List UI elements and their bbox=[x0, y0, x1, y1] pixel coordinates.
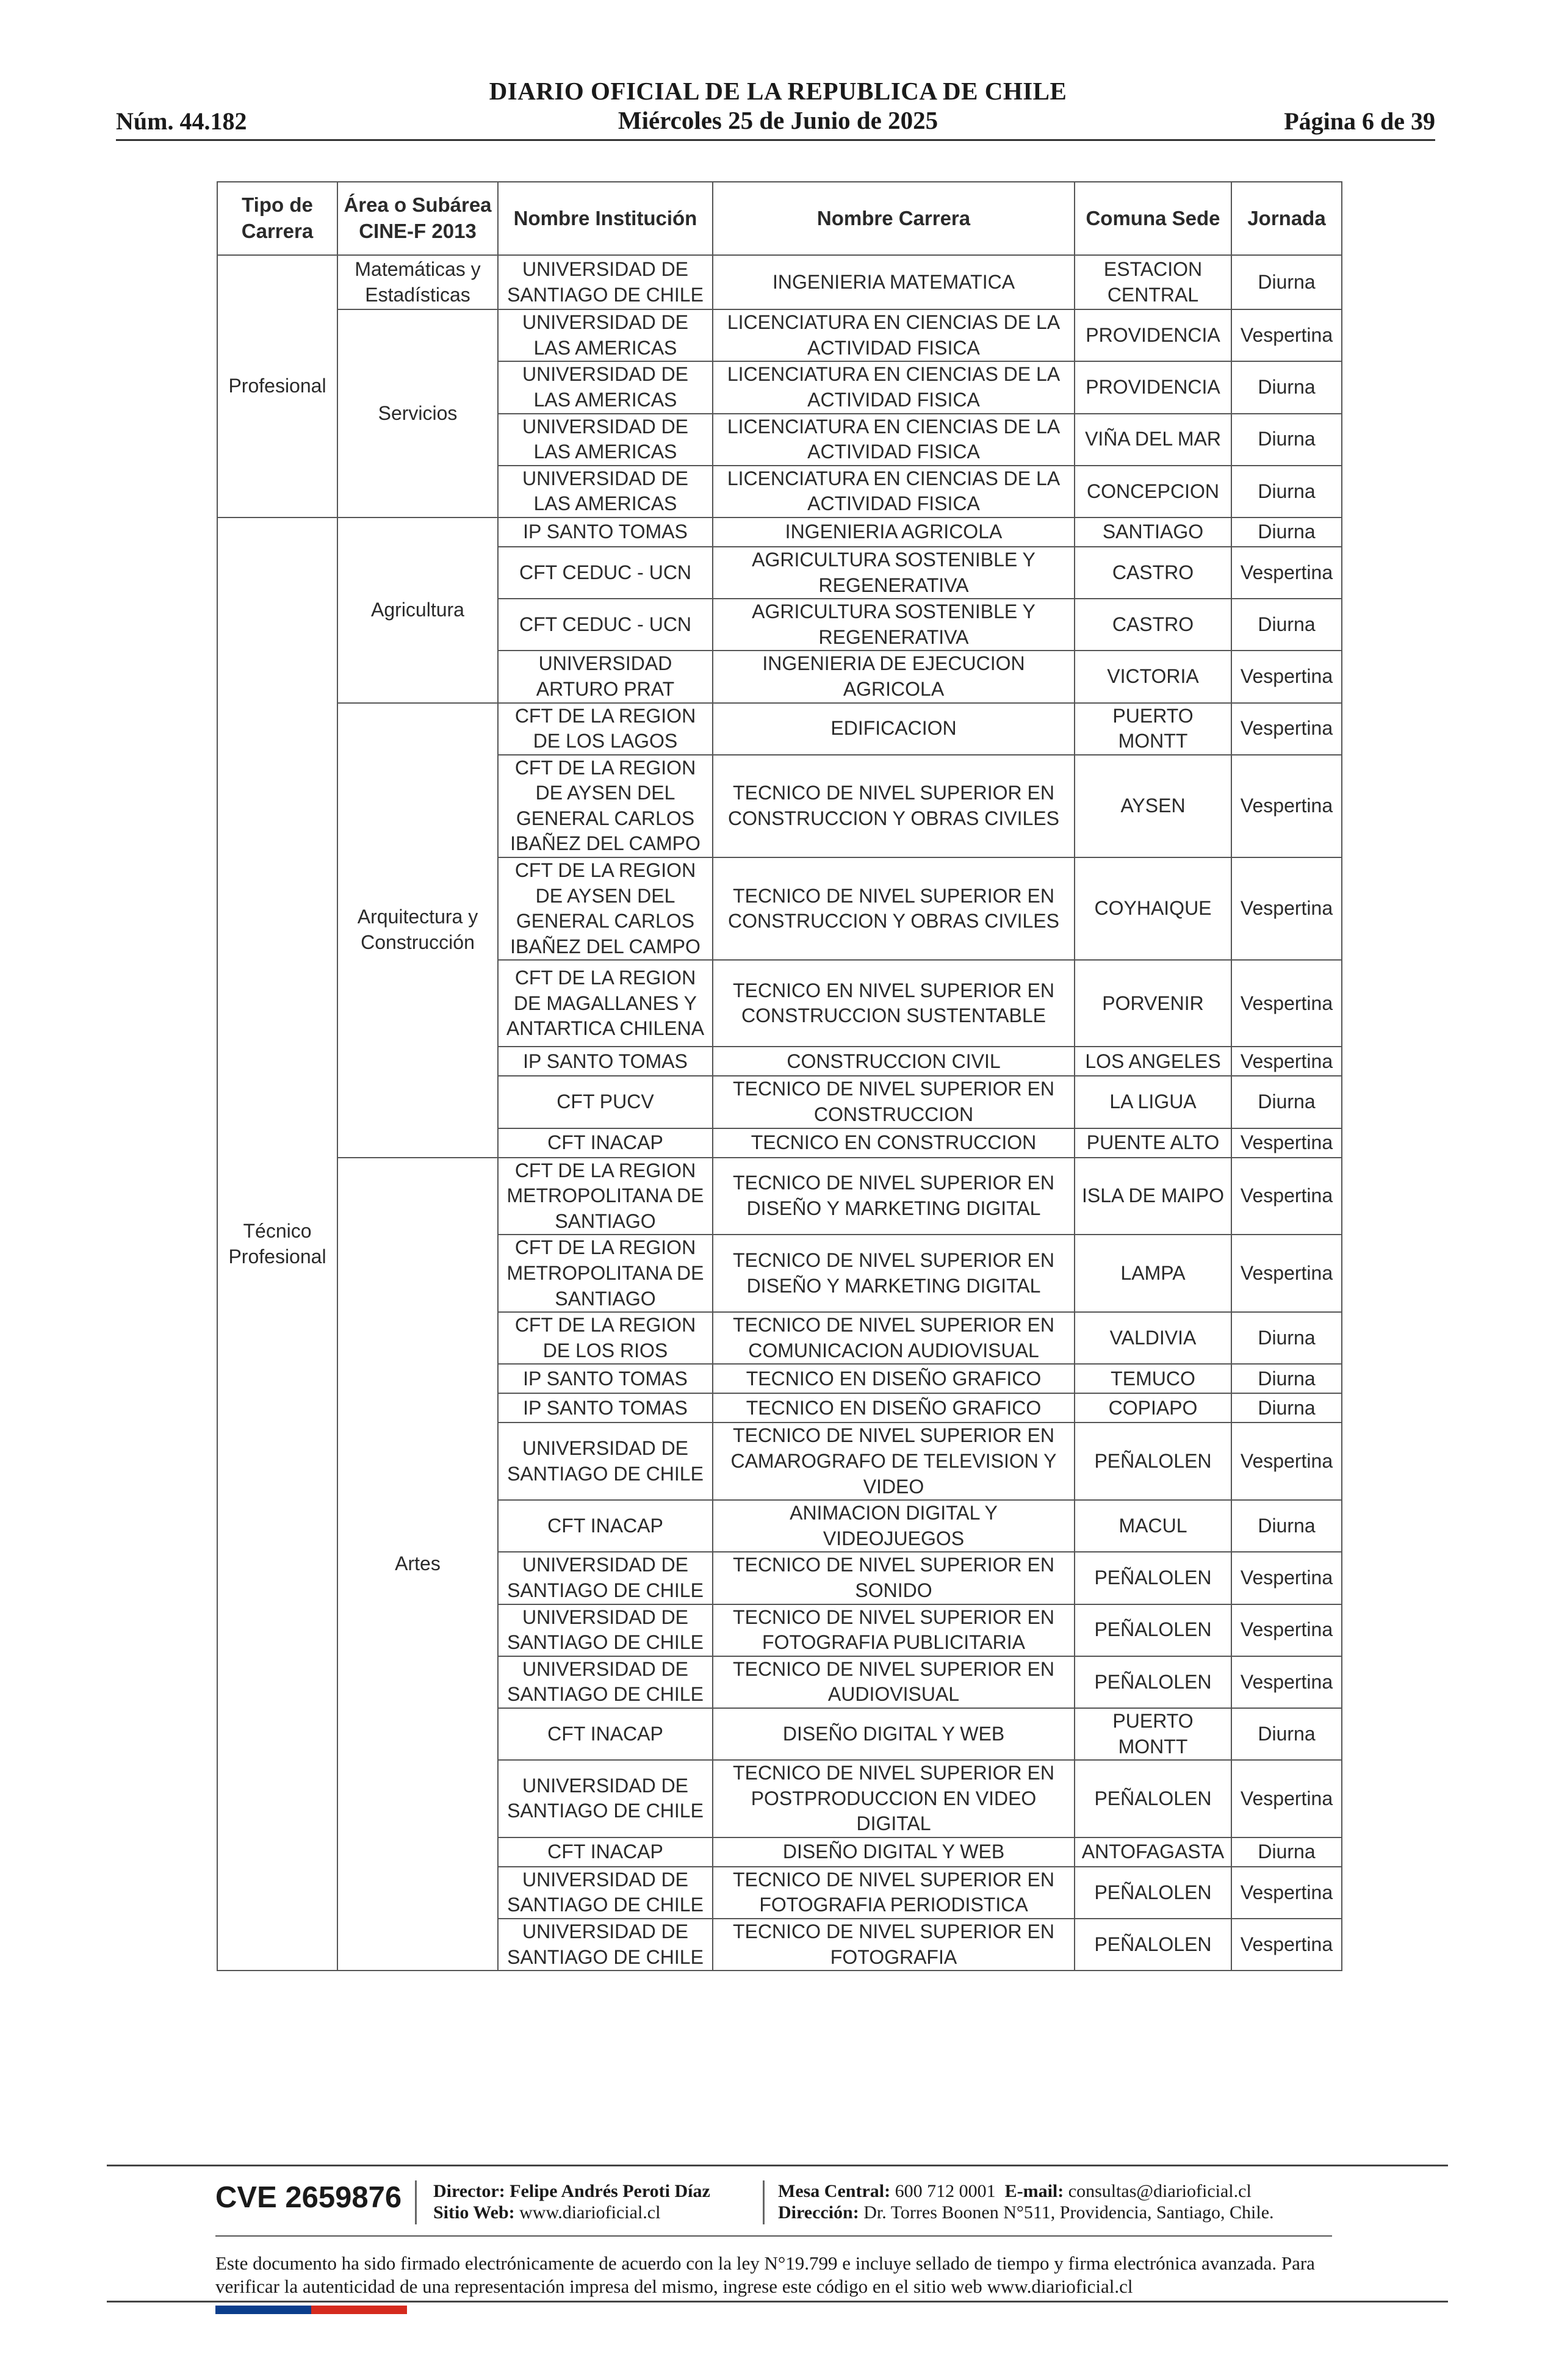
carrera-cell: CONSTRUCCION CIVIL bbox=[713, 1047, 1075, 1076]
jornada-cell: Diurna bbox=[1231, 1364, 1342, 1393]
jornada-cell: Diurna bbox=[1231, 1837, 1342, 1867]
table-row bbox=[217, 1158, 1342, 1235]
jornada-cell: Vespertina bbox=[1231, 1604, 1342, 1656]
carrera-cell: DISEÑO DIGITAL Y WEB bbox=[713, 1708, 1075, 1760]
inst-cell: UNIVERSIDAD DE SANTIAGO DE CHILE bbox=[498, 1552, 713, 1604]
table-row bbox=[217, 255, 1342, 309]
comuna-cell: LAMPA bbox=[1075, 1235, 1231, 1312]
column-header: Área o Subárea CINE-F 2013 bbox=[337, 182, 498, 255]
footer-divider-mid bbox=[215, 2235, 1332, 2237]
column-header: Nombre Institución bbox=[498, 182, 713, 255]
comuna-cell: PEÑALOLEN bbox=[1075, 1656, 1231, 1708]
tipo-carrera-cell: Profesional bbox=[217, 255, 337, 517]
comuna-cell: PROVIDENCIA bbox=[1075, 361, 1231, 413]
website-label: Sitio Web: bbox=[433, 2202, 515, 2223]
comuna-cell: ESTACION CENTRAL bbox=[1075, 255, 1231, 309]
inst-cell: CFT INACAP bbox=[498, 1708, 713, 1760]
mesa-phone: 600 712 0001 bbox=[895, 2181, 996, 2201]
comuna-cell: PEÑALOLEN bbox=[1075, 1604, 1231, 1656]
careers-table-container bbox=[217, 181, 1341, 1971]
jornada-cell: Vespertina bbox=[1231, 309, 1342, 361]
comuna-cell: PEÑALOLEN bbox=[1075, 1867, 1231, 1919]
mesa-label: Mesa Central: bbox=[778, 2181, 891, 2201]
table-row bbox=[217, 517, 1342, 547]
area-cell: Servicios bbox=[337, 309, 498, 517]
comuna-cell: COPIAPO bbox=[1075, 1393, 1231, 1423]
address-label: Dirección: bbox=[778, 2202, 859, 2223]
carrera-cell: LICENCIATURA EN CIENCIAS DE LA ACTIVIDAD FISICA bbox=[713, 414, 1075, 466]
carrera-cell: TECNICO DE NIVEL SUPERIOR EN DISEÑO Y MARKETING DIGITAL bbox=[713, 1235, 1075, 1312]
area-cell: Artes bbox=[337, 1158, 498, 1971]
tipo-carrera-cell: Técnico Profesional bbox=[217, 517, 337, 1971]
carrera-cell: TECNICO DE NIVEL SUPERIOR EN CONSTRUCCION Y OBRAS CIVILES bbox=[713, 755, 1075, 857]
flag-stripe-blue bbox=[215, 2306, 311, 2314]
carrera-cell: TECNICO DE NIVEL SUPERIOR EN COMUNICACION AUDIOVISUAL bbox=[713, 1312, 1075, 1364]
jornada-cell: Diurna bbox=[1231, 1500, 1342, 1552]
jornada-cell: Vespertina bbox=[1231, 755, 1342, 857]
comuna-cell: CASTRO bbox=[1075, 599, 1231, 651]
inst-cell: IP SANTO TOMAS bbox=[498, 1364, 713, 1393]
inst-cell: CFT DE LA REGION METROPOLITANA DE SANTIAGO bbox=[498, 1235, 713, 1312]
carrera-cell: TECNICO DE NIVEL SUPERIOR EN CAMAROGRAFO DE TELEVISION Y VIDEO bbox=[713, 1423, 1075, 1500]
footer-separator bbox=[415, 2180, 417, 2224]
carrera-cell: TECNICO DE NIVEL SUPERIOR EN DISEÑO Y MARKETING DIGITAL bbox=[713, 1158, 1075, 1235]
comuna-cell: PUENTE ALTO bbox=[1075, 1128, 1231, 1158]
comuna-cell: ISLA DE MAIPO bbox=[1075, 1158, 1231, 1235]
jornada-cell: Diurna bbox=[1231, 1076, 1342, 1128]
carrera-cell: TECNICO DE NIVEL SUPERIOR EN FOTOGRAFIA PUBLICITARIA bbox=[713, 1604, 1075, 1656]
jornada-cell: Vespertina bbox=[1231, 1760, 1342, 1837]
page-indicator: Página 6 de 39 bbox=[1284, 107, 1435, 135]
inst-cell: CFT DE LA REGION DE LOS LAGOS bbox=[498, 703, 713, 755]
comuna-cell: LA LIGUA bbox=[1075, 1076, 1231, 1128]
jornada-cell: Vespertina bbox=[1231, 1047, 1342, 1076]
website-link[interactable]: www.diarioficial.cl bbox=[519, 2202, 661, 2223]
issue-date: Miércoles 25 de Junio de 2025 bbox=[618, 106, 938, 134]
carrera-cell: LICENCIATURA EN CIENCIAS DE LA ACTIVIDAD FISICA bbox=[713, 466, 1075, 517]
area-cell: Arquitectura y Construcción bbox=[337, 703, 498, 1158]
jornada-cell: Vespertina bbox=[1231, 960, 1342, 1047]
carrera-cell: TECNICO DE NIVEL SUPERIOR EN CONSTRUCCION bbox=[713, 1076, 1075, 1128]
column-header: Nombre Carrera bbox=[713, 182, 1075, 255]
inst-cell: UNIVERSIDAD DE SANTIAGO DE CHILE bbox=[498, 1919, 713, 1971]
carrera-cell: TECNICO DE NIVEL SUPERIOR EN POSTPRODUCCION EN VIDEO DIGITAL bbox=[713, 1760, 1075, 1837]
jornada-cell: Vespertina bbox=[1231, 1158, 1342, 1235]
comuna-cell: SANTIAGO bbox=[1075, 517, 1231, 547]
comuna-cell: CASTRO bbox=[1075, 547, 1231, 599]
carrera-cell: INGENIERIA DE EJECUCION AGRICOLA bbox=[713, 651, 1075, 702]
jornada-cell: Vespertina bbox=[1231, 1867, 1342, 1919]
cve-code: CVE 2659876 bbox=[215, 2181, 402, 2214]
flag-stripe-red bbox=[311, 2306, 407, 2314]
carrera-cell: INGENIERIA MATEMATICA bbox=[713, 255, 1075, 309]
carrera-cell: TECNICO DE NIVEL SUPERIOR EN FOTOGRAFIA bbox=[713, 1919, 1075, 1971]
comuna-cell: COYHAIQUE bbox=[1075, 857, 1231, 960]
column-header: Comuna Sede bbox=[1075, 182, 1231, 255]
area-cell: Matemáticas y Estadísticas bbox=[337, 255, 498, 309]
inst-cell: UNIVERSIDAD DE SANTIAGO DE CHILE bbox=[498, 1656, 713, 1708]
inst-cell: UNIVERSIDAD DE SANTIAGO DE CHILE bbox=[498, 1760, 713, 1837]
jornada-cell: Diurna bbox=[1231, 517, 1342, 547]
carrera-cell: DISEÑO DIGITAL Y WEB bbox=[713, 1837, 1075, 1867]
carrera-cell: ANIMACION DIGITAL Y VIDEOJUEGOS bbox=[713, 1500, 1075, 1552]
footer-director-block bbox=[433, 2180, 710, 2223]
jornada-cell: Diurna bbox=[1231, 599, 1342, 651]
carrera-cell: AGRICULTURA SOSTENIBLE Y REGENERATIVA bbox=[713, 547, 1075, 599]
jornada-cell: Vespertina bbox=[1231, 857, 1342, 960]
footer-separator bbox=[763, 2180, 765, 2224]
jornada-cell: Vespertina bbox=[1231, 1552, 1342, 1604]
comuna-cell: PROVIDENCIA bbox=[1075, 309, 1231, 361]
inst-cell: UNIVERSIDAD DE LAS AMERICAS bbox=[498, 414, 713, 466]
table-row bbox=[217, 309, 1342, 361]
header-divider bbox=[116, 139, 1435, 141]
area-cell: Agricultura bbox=[337, 517, 498, 703]
inst-cell: CFT CEDUC - UCN bbox=[498, 599, 713, 651]
comuna-cell: PEÑALOLEN bbox=[1075, 1760, 1231, 1837]
director-name: Felipe Andrés Peroti Díaz bbox=[510, 2181, 710, 2201]
inst-cell: IP SANTO TOMAS bbox=[498, 1393, 713, 1423]
jornada-cell: Diurna bbox=[1231, 1312, 1342, 1364]
inst-cell: IP SANTO TOMAS bbox=[498, 1047, 713, 1076]
jornada-cell: Vespertina bbox=[1231, 703, 1342, 755]
comuna-cell: PEÑALOLEN bbox=[1075, 1423, 1231, 1500]
inst-cell: UNIVERSIDAD DE LAS AMERICAS bbox=[498, 466, 713, 517]
comuna-cell: PEÑALOLEN bbox=[1075, 1919, 1231, 1971]
carrera-cell: EDIFICACION bbox=[713, 703, 1075, 755]
table-body bbox=[217, 255, 1342, 1971]
carrera-cell: TECNICO DE NIVEL SUPERIOR EN CONSTRUCCION Y OBRAS CIVILES bbox=[713, 857, 1075, 960]
inst-cell: UNIVERSIDAD DE LAS AMERICAS bbox=[498, 361, 713, 413]
inst-cell: CFT DE LA REGION DE AYSEN DEL GENERAL CARLOS IBAÑEZ DEL CAMPO bbox=[498, 755, 713, 857]
comuna-cell: VALDIVIA bbox=[1075, 1312, 1231, 1364]
legal-notice: Este documento ha sido firmado electrónicamente de acuerdo con la ley N°19.799 e incluye sellado de tiempo y firma electrónica avanzada. Para verificar la autenticidad de una representación impresa del mismo, ingrese este código en el sitio web www.diarioficial.cl bbox=[215, 2252, 1315, 2297]
carrera-cell: TECNICO DE NIVEL SUPERIOR EN SONIDO bbox=[713, 1552, 1075, 1604]
carrera-cell: TECNICO EN DISEÑO GRAFICO bbox=[713, 1364, 1075, 1393]
footer-contact-block bbox=[778, 2180, 1274, 2223]
email-link[interactable]: consultas@diarioficial.cl bbox=[1068, 2181, 1252, 2201]
comuna-cell: PORVENIR bbox=[1075, 960, 1231, 1047]
column-header: Jornada bbox=[1231, 182, 1342, 255]
carrera-cell: LICENCIATURA EN CIENCIAS DE LA ACTIVIDAD FISICA bbox=[713, 361, 1075, 413]
comuna-cell: MACUL bbox=[1075, 1500, 1231, 1552]
footer-divider-bottom bbox=[107, 2301, 1448, 2302]
inst-cell: UNIVERSIDAD DE LAS AMERICAS bbox=[498, 309, 713, 361]
comuna-cell: ANTOFAGASTA bbox=[1075, 1837, 1231, 1867]
carrera-cell: TECNICO DE NIVEL SUPERIOR EN FOTOGRAFIA PERIODISTICA bbox=[713, 1867, 1075, 1919]
comuna-cell: VICTORIA bbox=[1075, 651, 1231, 702]
inst-cell: CFT DE LA REGION DE AYSEN DEL GENERAL CARLOS IBAÑEZ DEL CAMPO bbox=[498, 857, 713, 960]
inst-cell: UNIVERSIDAD DE SANTIAGO DE CHILE bbox=[498, 1423, 713, 1500]
jornada-cell: Diurna bbox=[1231, 361, 1342, 413]
inst-cell: UNIVERSIDAD DE SANTIAGO DE CHILE bbox=[498, 1604, 713, 1656]
carrera-cell: LICENCIATURA EN CIENCIAS DE LA ACTIVIDAD FISICA bbox=[713, 309, 1075, 361]
comuna-cell: VIÑA DEL MAR bbox=[1075, 414, 1231, 466]
jornada-cell: Vespertina bbox=[1231, 1423, 1342, 1500]
jornada-cell: Diurna bbox=[1231, 466, 1342, 517]
jornada-cell: Diurna bbox=[1231, 414, 1342, 466]
inst-cell: UNIVERSIDAD DE SANTIAGO DE CHILE bbox=[498, 255, 713, 309]
carrera-cell: INGENIERIA AGRICOLA bbox=[713, 517, 1075, 547]
jornada-cell: Vespertina bbox=[1231, 1919, 1342, 1971]
jornada-cell: Vespertina bbox=[1231, 1235, 1342, 1312]
inst-cell: CFT INACAP bbox=[498, 1500, 713, 1552]
footer-divider-top bbox=[107, 2165, 1448, 2166]
inst-cell: CFT PUCV bbox=[498, 1076, 713, 1128]
comuna-cell: PEÑALOLEN bbox=[1075, 1552, 1231, 1604]
comuna-cell: TEMUCO bbox=[1075, 1364, 1231, 1393]
inst-cell: CFT DE LA REGION METROPOLITANA DE SANTIAGO bbox=[498, 1158, 713, 1235]
inst-cell: CFT CEDUC - UCN bbox=[498, 547, 713, 599]
table-header-row bbox=[217, 182, 1342, 255]
carrera-cell: TECNICO EN NIVEL SUPERIOR EN CONSTRUCCION SUSTENTABLE bbox=[713, 960, 1075, 1047]
inst-cell: UNIVERSIDAD DE SANTIAGO DE CHILE bbox=[498, 1867, 713, 1919]
inst-cell: CFT DE LA REGION DE MAGALLANES Y ANTARTICA CHILENA bbox=[498, 960, 713, 1047]
email-label: E-mail: bbox=[1004, 2181, 1064, 2201]
jornada-cell: Diurna bbox=[1231, 1708, 1342, 1760]
inst-cell: CFT INACAP bbox=[498, 1837, 713, 1867]
column-header: Tipo de Carrera bbox=[217, 182, 337, 255]
address-value: Dr. Torres Boonen N°511, Providencia, Santiago, Chile. bbox=[863, 2202, 1274, 2223]
jornada-cell: Diurna bbox=[1231, 1393, 1342, 1423]
table-row bbox=[217, 703, 1342, 755]
inst-cell: CFT INACAP bbox=[498, 1128, 713, 1158]
publication-title: DIARIO OFICIAL DE LA REPUBLICA DE CHILE bbox=[489, 77, 1067, 105]
carrera-cell: TECNICO DE NIVEL SUPERIOR EN AUDIOVISUAL bbox=[713, 1656, 1075, 1708]
comuna-cell: LOS ANGELES bbox=[1075, 1047, 1231, 1076]
inst-cell: CFT DE LA REGION DE LOS RIOS bbox=[498, 1312, 713, 1364]
carrera-cell: AGRICULTURA SOSTENIBLE Y REGENERATIVA bbox=[713, 599, 1075, 651]
jornada-cell: Vespertina bbox=[1231, 1656, 1342, 1708]
comuna-cell: AYSEN bbox=[1075, 755, 1231, 857]
jornada-cell: Vespertina bbox=[1231, 1128, 1342, 1158]
issue-number: Núm. 44.182 bbox=[116, 107, 247, 135]
comuna-cell: PUERTO MONTT bbox=[1075, 703, 1231, 755]
careers-table bbox=[217, 181, 1342, 1971]
jornada-cell: Vespertina bbox=[1231, 651, 1342, 702]
carrera-cell: TECNICO EN DISEÑO GRAFICO bbox=[713, 1393, 1075, 1423]
inst-cell: UNIVERSIDAD ARTURO PRAT bbox=[498, 651, 713, 702]
director-label: Director: bbox=[433, 2181, 505, 2201]
comuna-cell: PUERTO MONTT bbox=[1075, 1708, 1231, 1760]
jornada-cell: Vespertina bbox=[1231, 547, 1342, 599]
comuna-cell: CONCEPCION bbox=[1075, 466, 1231, 517]
carrera-cell: TECNICO EN CONSTRUCCION bbox=[713, 1128, 1075, 1158]
jornada-cell: Diurna bbox=[1231, 255, 1342, 309]
inst-cell: IP SANTO TOMAS bbox=[498, 517, 713, 547]
